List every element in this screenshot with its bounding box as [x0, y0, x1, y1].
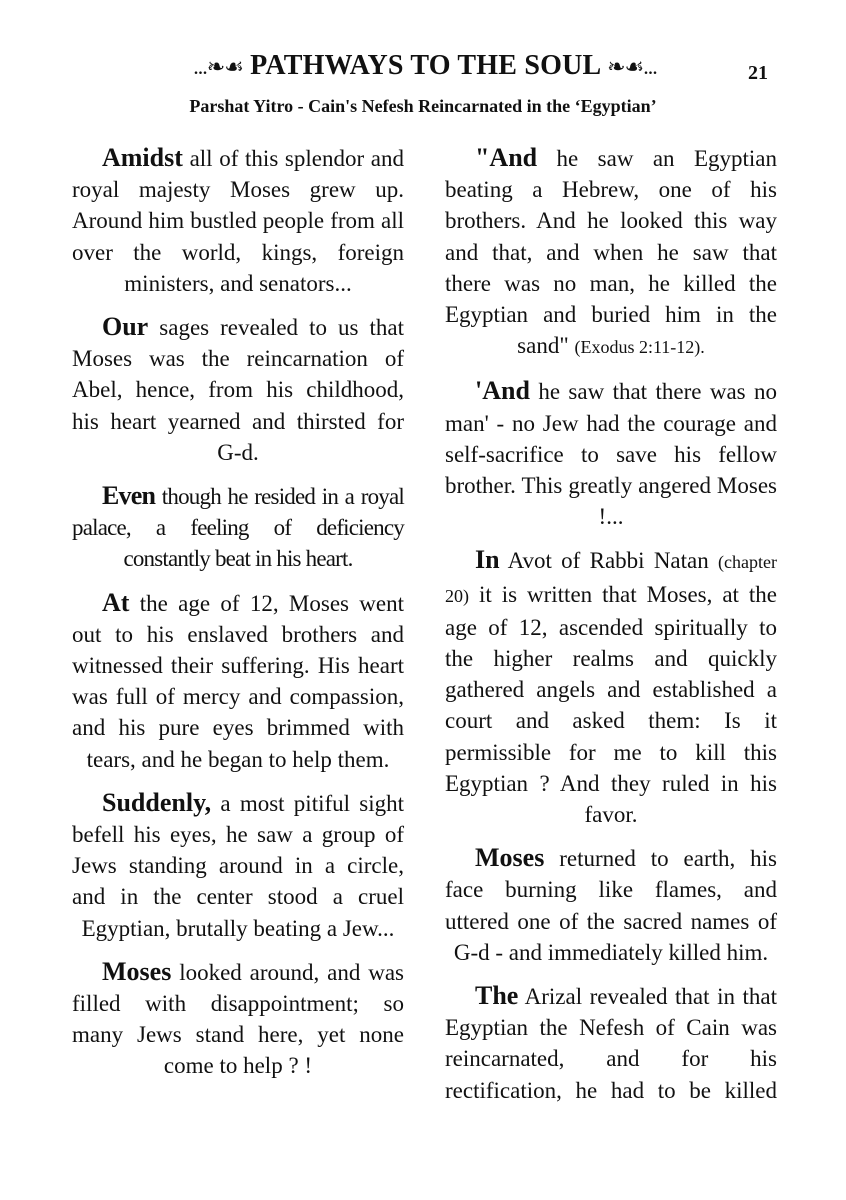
paragraph	[72, 311, 404, 468]
paragraph-text: all of this splendor and royal majesty Moses grew up. Around him bustled people from all over the world, kings, foreign ministers, and senators...	[72, 146, 404, 296]
paragraph-text: Arizal revealed that in that Egyptian the Nefesh of Cain was reincarnated, and for his rectification, he had to be killed	[445, 984, 777, 1103]
paragraph	[72, 142, 404, 299]
source-reference: (chapter 20)	[445, 552, 777, 606]
paragraph	[72, 480, 404, 575]
lead-word: In	[475, 545, 500, 575]
paragraph-text: it is written that Moses, at the age of 12, ascended spiritually to the higher realms and quickly gathered angels and established a court and asked them: Is it permissible for me to kill this Egyptian ? And they ruled in his favor.	[445, 581, 777, 828]
lead-word: Our	[102, 312, 149, 342]
paragraph	[72, 956, 404, 1082]
lead-word: Amidst	[102, 143, 183, 172]
ornament-left-icon: ...❧☙	[193, 54, 243, 79]
paragraph	[445, 842, 777, 968]
ornament-right-icon: ❧☙...	[607, 54, 657, 79]
paragraph-text: returned to earth, his face burning like flames, and uttered one of the sacred names of G-d - and immediately killed him.	[445, 846, 777, 965]
page-number: 21	[748, 62, 768, 84]
paragraph-text: though he resided in a royal palace, a feeling of deficiency constantly beat in his heart.	[72, 484, 404, 572]
page-header	[0, 50, 846, 90]
lead-word: At	[102, 587, 130, 617]
paragraph-text: he saw that there was no man' - no Jew had the courage and self-sacrifice to save his fellow brother. This greatly angered Moses !...	[445, 379, 777, 530]
left-column	[72, 142, 404, 1094]
paragraph	[445, 980, 777, 1106]
paragraph-text: a most pitiful sight befell his eyes, he saw a group of Jews standing around in a circle, and in the center stood a cruel Egyptian, brutally beating a Jew...	[72, 790, 404, 941]
paragraph-text: the age of 12, Moses went out to his enslaved brothers and witnessed their suffering. His heart was full of mercy and compassion, and his pure eyes brimmed with tears, and he began to help them.	[72, 590, 404, 772]
lead-word: 'And	[475, 376, 530, 406]
paragraph-text: Avot of Rabbi Natan	[499, 548, 719, 574]
lead-word: Moses	[102, 956, 172, 986]
paragraph	[445, 375, 777, 532]
paragraph	[445, 544, 777, 830]
lead-word: Moses	[475, 843, 545, 873]
paragraph-text: sages revealed to us that Moses was the reincarnation of Abel, hence, from his childhood, his heart yearned and thirsted for G-d.	[72, 315, 404, 465]
lead-word: The	[475, 981, 519, 1011]
book-title: PATHWAYS TO THE SOUL	[250, 50, 600, 81]
paragraph-text: he saw an Egyptian beating a Hebrew, one of his brothers. And he looked this way and that, and when he saw that there was no man, he killed the Egyptian and buried him in the sand"	[445, 146, 777, 359]
paragraph-text: looked around, and was filled with disappointment; so many Jews stand here, yet none come to help ? !	[72, 959, 404, 1079]
scripture-reference: (Exodus 2:11-12).	[574, 337, 705, 358]
lead-word: "And	[475, 143, 538, 172]
right-column	[445, 142, 777, 1118]
running-title	[135, 50, 715, 82]
lead-word: Even	[102, 481, 156, 511]
paragraph	[72, 787, 404, 944]
paragraph	[72, 587, 404, 775]
paragraph	[445, 142, 777, 363]
lead-word: Suddenly,	[102, 787, 212, 817]
chapter-subtitle: Parshat Yitro - Cain's Nefesh Reincarnated in the ‘Egyptian’	[189, 96, 657, 116]
